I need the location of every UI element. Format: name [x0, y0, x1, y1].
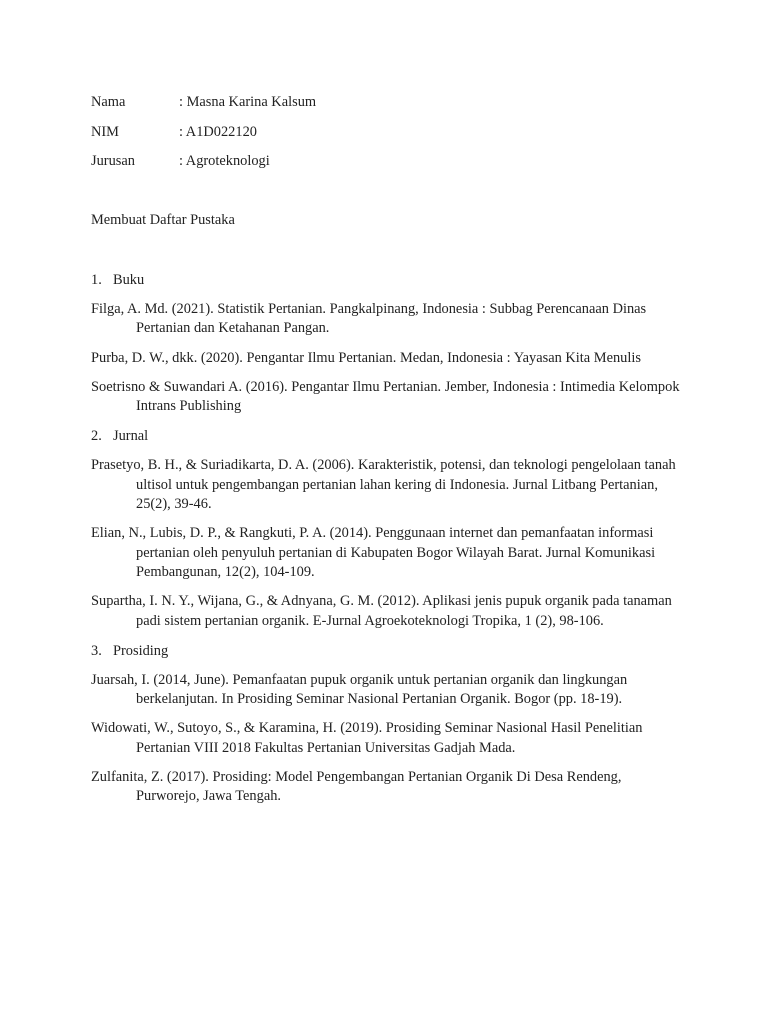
section-number: 1.: [91, 272, 102, 288]
section-number: 3.: [91, 642, 102, 659]
reference-entry: Supartha, I. N. Y., Wijana, G., & Adnyana, G. M. (2012). Aplikasi jenis pupuk organik pada tanaman padi sistem pertanian organik. E-Jurnal Agroekoteknologi Tropika, 1 (2), 98-106.: [91, 593, 672, 629]
section-heading-jurnal: [91, 426, 681, 446]
reference-list: [91, 270, 681, 817]
reference-entry: Prasetyo, B. H., & Suriadikarta, D. A. (2006). Karakteristik, potensi, dan teknologi pengelolaan tanah ultisol untuk pengembangan pertanian lahan kering di Indonesia. Jurnal Litbang Pertanian, 25(2), 39-46.: [91, 457, 676, 513]
section-title: Prosiding: [113, 642, 169, 659]
reference-entry: Juarsah, I. (2014, June). Pemanfaatan pupuk organik untuk pertanian organik dan lingkungan berkelanjutan. In Prosiding Seminar Nasional Pertanian Organik. Bogor (pp. 18-19).: [91, 671, 628, 708]
section-title: Buku: [113, 272, 145, 288]
student-info: [91, 92, 691, 181]
nim-value: : A1D022120: [179, 123, 257, 140]
reference-entry: Widowati, W., Sutoyo, S., & Karamina, H. (2019). Prosiding Seminar Nasional Hasil Penelitian Pertanian VIII 2018 Fakultas Pertanian Universitas Gadjah Mada.: [91, 720, 643, 756]
name-value: : Masna Karina Kalsum: [179, 94, 317, 110]
name-row: [91, 92, 691, 122]
nim-row: [91, 122, 691, 152]
section-title: Jurnal: [113, 428, 149, 445]
name-label: Nama: [91, 94, 126, 110]
reference-entry: Elian, N., Lubis, D. P., & Rangkuti, P. A. (2014). Penggunaan internet dan pemanfaatan informasi pertanian oleh penyuluh pertanian di Kabupaten Bogor Wilayah Barat. Jurnal Komunikasi Pembangunan, 12(2), 104-109.: [91, 525, 656, 580]
document-title: Membuat Daftar Pustaka: [91, 212, 235, 228]
jurusan-row: [91, 151, 691, 181]
reference-entry: Soetrisno & Suwandari A. (2016). Pengantar Ilmu Pertanian. Jember, Indonesia : Intimedia Kelompok Intrans Publishing: [91, 378, 680, 415]
section-number: 2.: [91, 428, 102, 445]
jurusan-value: : Agroteknologi: [179, 153, 270, 169]
reference-entry: Purba, D. W., dkk. (2020). Pengantar Ilmu Pertanian. Medan, Indonesia : Yayasan Kita Menulis: [91, 349, 641, 366]
section-heading-buku: [91, 270, 681, 290]
section-heading-prosiding: [91, 641, 681, 661]
reference-entry: Zulfanita, Z. (2017). Prosiding: Model Pengembangan Pertanian Organik Di Desa Rendeng, Purworejo, Jawa Tengah.: [91, 769, 622, 805]
jurusan-label: Jurusan: [91, 153, 135, 169]
nim-label: NIM: [91, 123, 119, 140]
reference-entry: Filga, A. Md. (2021). Statistik Pertanian. Pangkalpinang, Indonesia : Subbag Perencanaan Dinas Pertanian dan Ketahanan Pangan.: [91, 301, 647, 337]
